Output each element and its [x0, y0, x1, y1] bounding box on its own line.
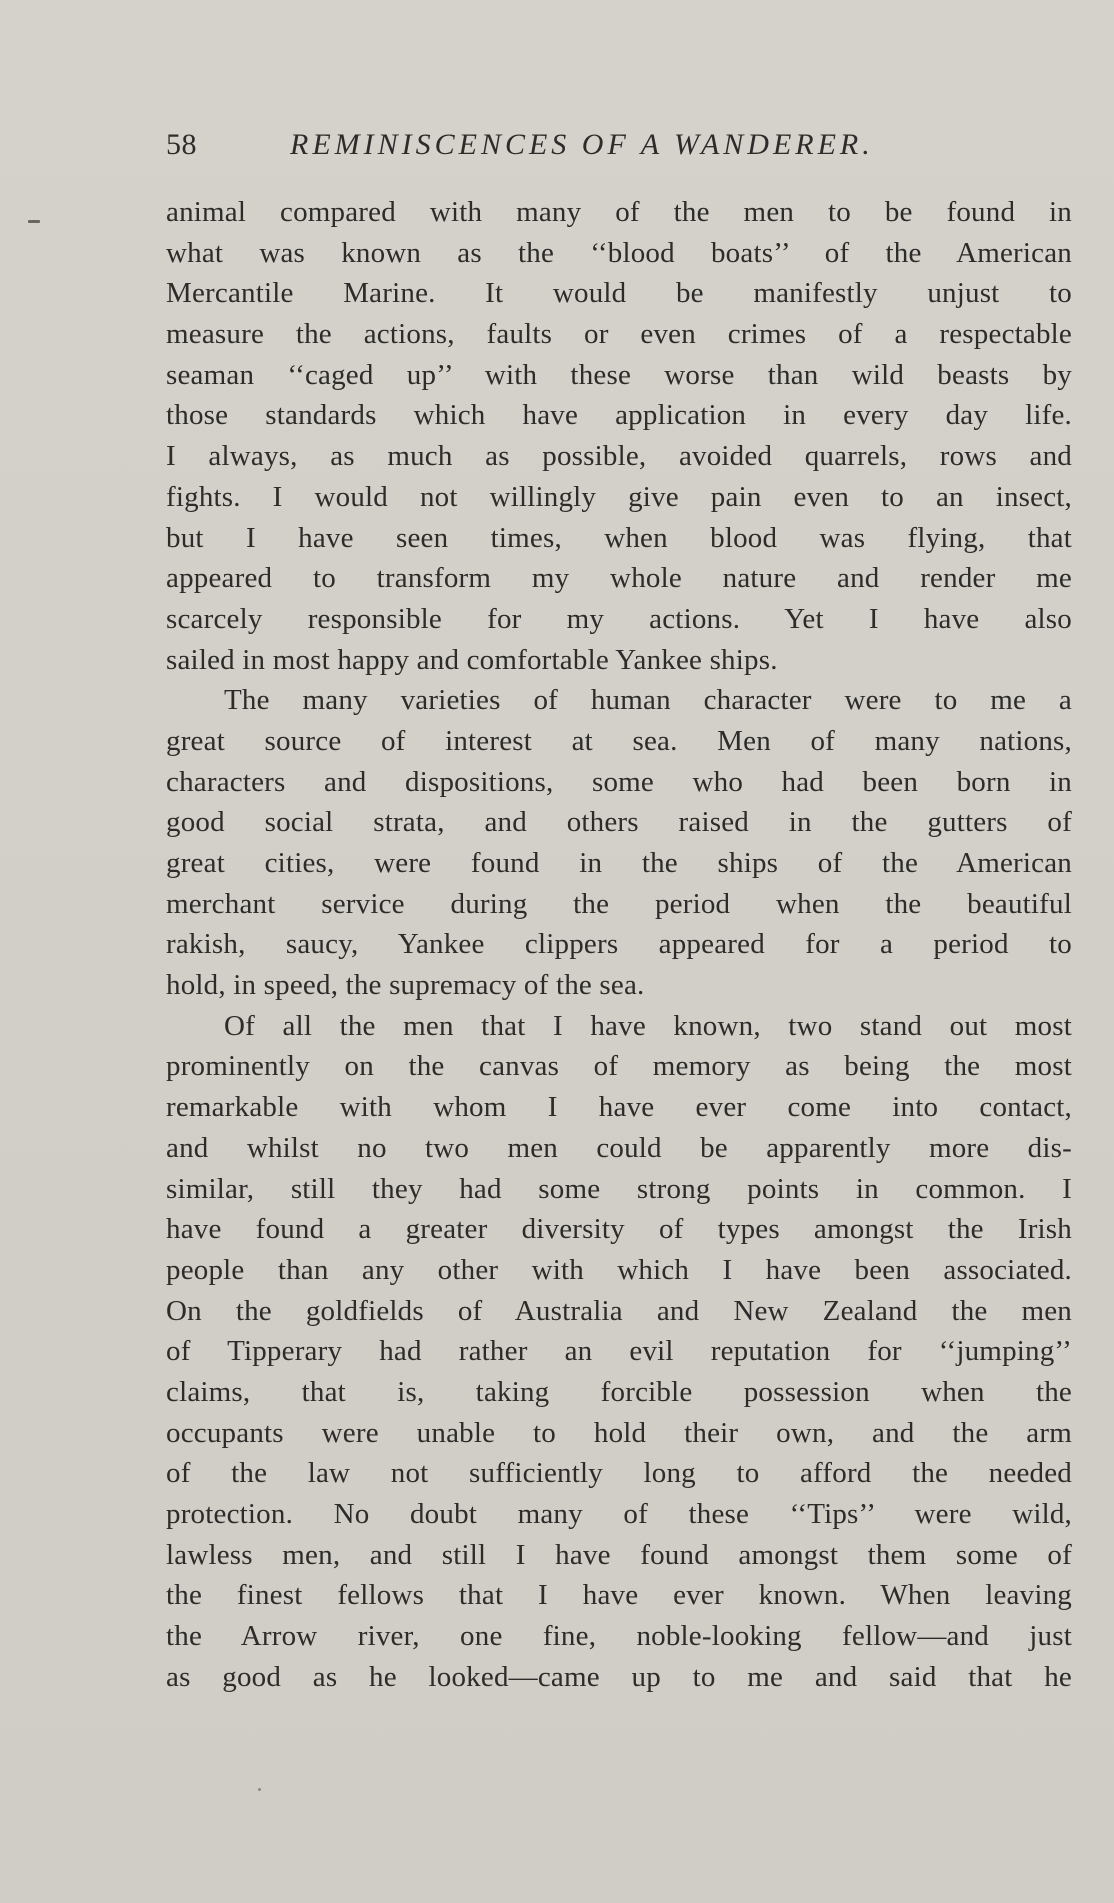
- text-line: protection. No doubt many of these ‘‘Tips’’ were wild,: [166, 1498, 1072, 1530]
- paragraph-start-line: Of all the men that I have known, two stand out most: [224, 1009, 1072, 1042]
- text-line: those standards which have application in every day life.: [166, 399, 1072, 432]
- text-line: people than any other with which I have been associated.: [166, 1253, 1072, 1286]
- text-line: lawless men, and still I have found amongst them some of: [166, 1538, 1072, 1571]
- body-text: [166, 192, 1072, 1697]
- text-line: merchant service during the period when the beautiful: [166, 887, 1072, 920]
- text-line: prominently on the canvas of memory as being the most: [166, 1050, 1072, 1083]
- text-line: of Tipperary had rather an evil reputation for ‘‘jumping’’: [166, 1335, 1072, 1368]
- text-line: great source of interest at sea. Men of many nations,: [166, 724, 1072, 757]
- text-line: the finest fellows that I have ever known. When leaving: [166, 1579, 1072, 1612]
- text-line: On the goldfields of Australia and New Zealand the men: [166, 1294, 1072, 1327]
- paper-speck: [258, 1788, 261, 1791]
- text-line: characters and dispositions, some who had been born in: [166, 765, 1072, 798]
- text-line: rakish, saucy, Yankee clippers appeared for a period to: [166, 928, 1072, 961]
- page-header: [160, 122, 960, 172]
- text-line: have found a greater diversity of types amongst the Irish: [166, 1213, 1072, 1246]
- text-line: measure the actions, faults or even crimes of a respectable: [166, 318, 1072, 351]
- paragraph-start-line: The many varieties of human character were to me a: [224, 684, 1072, 717]
- text-line: Mercantile Marine. It would be manifestly unjust to: [166, 277, 1072, 310]
- text-line: similar, still they had some strong points in common. I: [166, 1172, 1072, 1205]
- text-line: remarkable with whom I have ever come into contact,: [166, 1091, 1072, 1124]
- text-line: hold, in speed, the supremacy of the sea.: [166, 969, 645, 1002]
- text-line: seaman ‘‘caged up’’ with these worse than wild beasts by: [166, 358, 1072, 391]
- text-line: sailed in most happy and comfortable Yankee ships.: [166, 643, 778, 676]
- text-line: appeared to transform my whole nature and render me: [166, 562, 1072, 595]
- text-line: great cities, were found in the ships of the American: [166, 847, 1072, 879]
- running-title: REMINISCENCES OF A WANDERER.: [290, 128, 874, 161]
- page-number: 58: [166, 128, 197, 161]
- text-line: but I have seen times, when blood was flying, that: [166, 521, 1072, 554]
- text-line: and whilst no two men could be apparently more dis-: [166, 1131, 1072, 1164]
- text-line: what was known as the ‘‘blood boats’’ of the American: [166, 236, 1072, 269]
- text-line: animal compared with many of the men to be found in: [166, 196, 1072, 228]
- text-line: claims, that is, taking forcible possession when the: [166, 1375, 1072, 1408]
- text-line: I always, as much as possible, avoided quarrels, rows and: [166, 440, 1072, 473]
- text-line: of the law not sufficiently long to afford the needed: [166, 1457, 1072, 1490]
- text-line: scarcely responsible for my actions. Yet I have also: [166, 602, 1072, 635]
- text-line: occupants were unable to hold their own, and the arm: [166, 1416, 1072, 1449]
- margin-mark: [28, 220, 40, 223]
- text-line: as good as he looked—came up to me and said that he: [166, 1660, 1072, 1693]
- text-line: fights. I would not willingly give pain even to an insect,: [166, 480, 1072, 513]
- text-line: the Arrow river, one fine, noble-looking fellow—and just: [166, 1620, 1072, 1653]
- text-line: good social strata, and others raised in the gutters of: [166, 806, 1072, 839]
